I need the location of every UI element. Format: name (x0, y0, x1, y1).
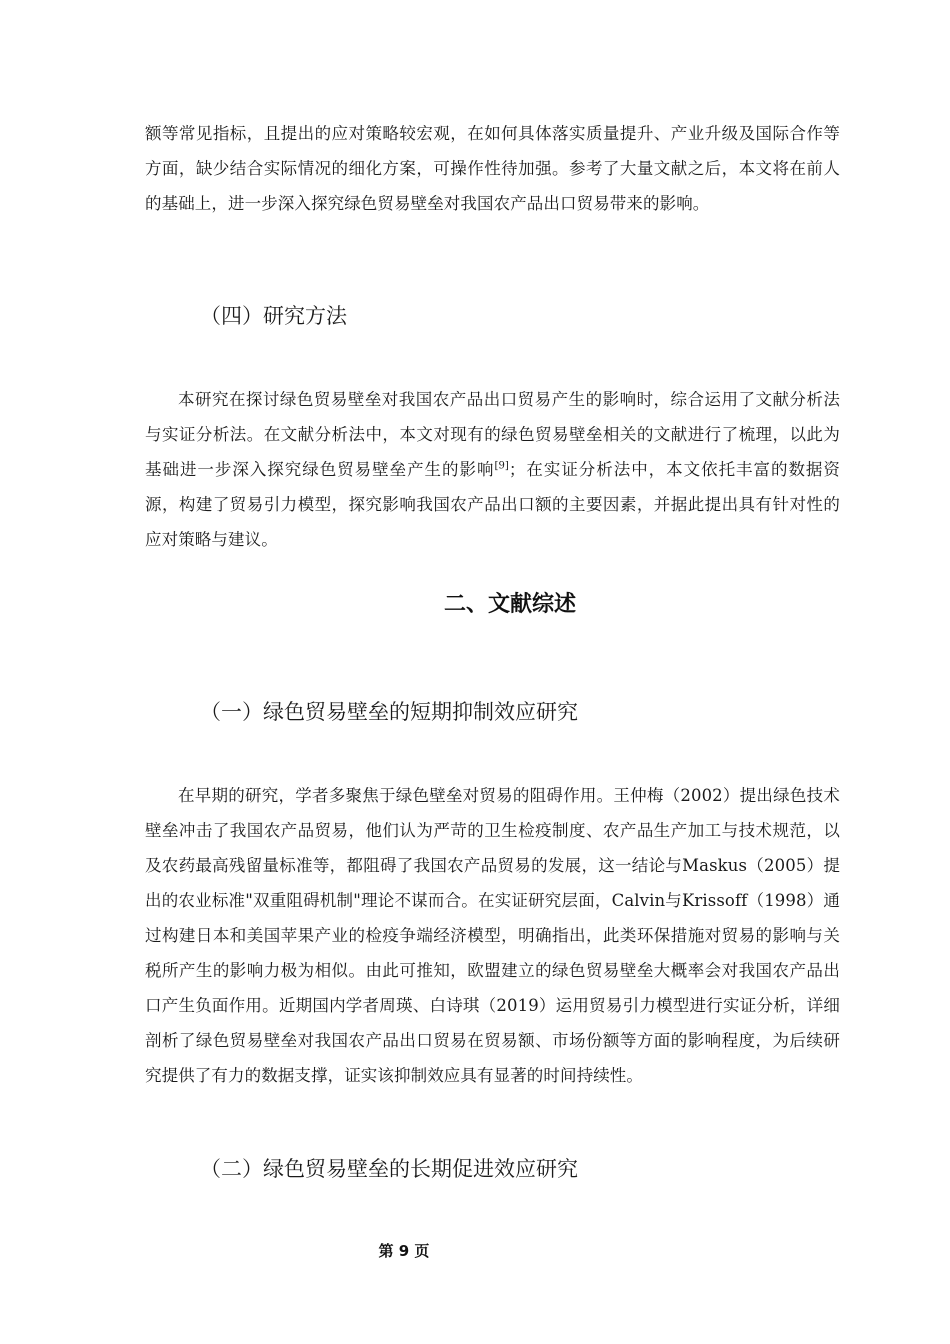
continuation-paragraph: 额等常见指标，且提出的应对策略较宏观，在如何具体落实质量提升、产业升级及国际合作等方面，缺少结合实际情况的细化方案，可操作性待加强。参考了大量文献之后，本文将在前人的基础上，进一步深入探究绿色贸易壁垒对我国农产品出口贸易带来的影响。 (145, 124, 840, 213)
section-four-heading: （四）研究方法 (200, 304, 347, 328)
methods-paragraph-text: 本研究在探讨绿色贸易壁垒对我国农产品出口贸易产生的影响时，综合运用了文献分析法与实证分析法。在文献分析法中，本文对现有的绿色贸易壁垒相关的文献进行了梳理，以此为基础进一步深入探究绿色贸易壁垒产生的影响 (145, 390, 840, 479)
methods-paragraph (145, 382, 840, 557)
page-number: 第 9 页 (378, 1242, 430, 1260)
subsection-one-paragraph-block (145, 778, 840, 1093)
continuation-paragraph-block (145, 116, 840, 221)
methods-paragraph-text-cont: ；在实证分析法中，本文依托丰富的数据资源，构建了贸易引力模型，探究影响我国农产品出口额的主要因素，并据此提出具有针对性的应对策略与建议。 (145, 460, 840, 549)
subsection-one-paragraph: 在早期的研究，学者多聚焦于绿色壁垒对贸易的阻碍作用。王仲梅（2002）提出绿色技术壁垒冲击了我国农产品贸易，他们认为严苛的卫生检疫制度、农产品生产加工与技术规范，以及农药最高残留量标准等，都阻碍了我国农产品贸易的发展，这一结论与Maskus（2005）提出的农业标准"双重阻碍机制"理论不谋而合。在实证研究层面，Calvin与Krissoff（1998）通过构建日本和美国苹果产业的检疫争端经济模型，明确指出，此类环保措施对贸易的影响与关税所产生的影响力极为相似。由此可推知，欧盟建立的绿色贸易壁垒大概率会对我国农产品出口产生负面作用。近期国内学者周瑛、白诗琪（2019）运用贸易引力模型进行实证分析，详细剖析了绿色贸易壁垒对我国农产品出口贸易在贸易额、市场份额等方面的影响程度，为后续研究提供了有力的数据支撑，证实该抑制效应具有显著的时间持续性。 (145, 786, 840, 1085)
chapter-two-heading: 二、文献综述 (443, 592, 576, 617)
methods-paragraph-block (145, 382, 840, 557)
subsection-two-heading: （二）绿色贸易壁垒的长期促进效应研究 (200, 1157, 578, 1181)
citation-marker: [9] (494, 460, 509, 472)
subsection-one-heading: （一）绿色贸易壁垒的短期抑制效应研究 (200, 700, 578, 724)
